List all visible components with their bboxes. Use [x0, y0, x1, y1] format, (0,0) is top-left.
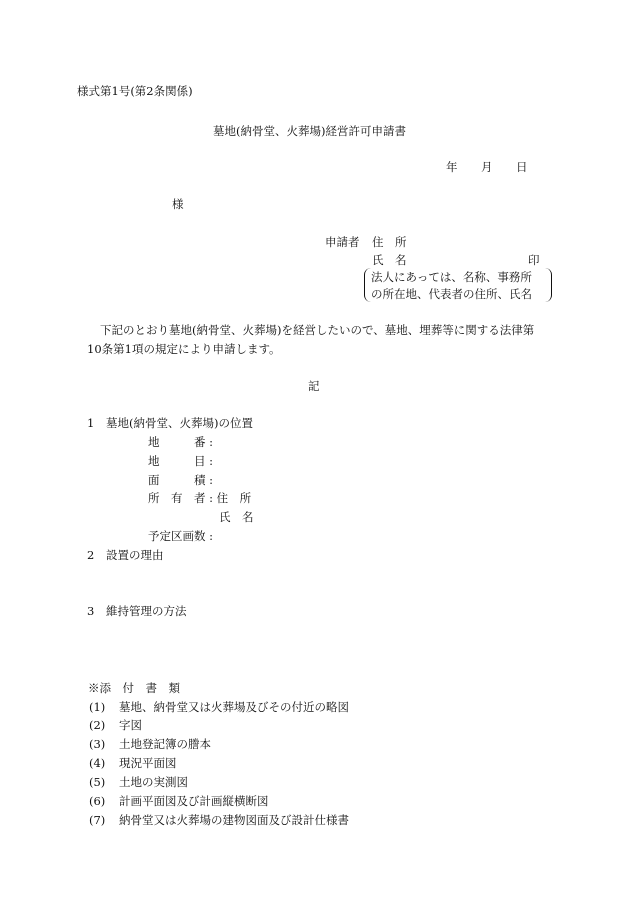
page-title: 墓地(納骨堂、火葬場)経営許可申請書: [213, 124, 406, 138]
attachment-num: (1): [89, 700, 106, 714]
field-chimoku: 地 目 :: [148, 454, 214, 468]
attachment-num: (5): [89, 775, 106, 789]
seal-mark: 印: [528, 253, 540, 267]
field-owner: 所 有 者 : 住 所: [148, 491, 252, 505]
section1-number: 1: [87, 416, 95, 430]
applicant-address-label: 住 所: [372, 235, 407, 249]
date-year: 年: [446, 160, 458, 174]
section3-heading: 維持管理の方法: [106, 604, 187, 618]
attachment-num: (7): [89, 813, 106, 827]
field-plots: 予定区画数 :: [148, 529, 214, 543]
date-month: 月: [481, 160, 493, 174]
field-owner-name: 氏 名: [219, 510, 254, 524]
body-line2: 10条第1項の規定により申請します。: [87, 342, 281, 356]
ki-heading: 記: [308, 379, 320, 393]
attachment-text: 現況平面図: [119, 756, 177, 770]
section3-number: 3: [87, 604, 95, 618]
addressee-honorific: 様: [172, 197, 184, 211]
date-day: 日: [516, 160, 528, 174]
attachments-heading: ※添 付 書 類: [88, 681, 180, 695]
field-menseki: 面 積 :: [148, 473, 214, 487]
corporate-note-line1: 法人にあっては、名称、事務所: [371, 270, 532, 284]
attachment-num: (6): [89, 794, 106, 808]
applicant-label: 申請者: [325, 235, 360, 249]
attachment-num: (2): [89, 718, 106, 732]
section1-heading: 墓地(納骨堂、火葬場)の位置: [106, 416, 253, 430]
attachment-text: 土地登記簿の謄本: [119, 737, 211, 751]
section2-number: 2: [87, 548, 95, 562]
attachment-num: (3): [89, 737, 106, 751]
field-chiban: 地 番 :: [148, 435, 214, 449]
corporate-note-line2: の所在地、代表者の住所、氏名: [371, 287, 532, 301]
attachment-text: 計画平面図及び計画縦横断図: [119, 794, 269, 808]
form-number: 様式第1号(第2条関係): [77, 84, 193, 98]
attachment-text: 土地の実測図: [119, 775, 188, 789]
attachment-text: 字図: [119, 718, 142, 732]
attachment-text: 墓地、納骨堂又は火葬場及びその付近の略図: [119, 700, 349, 714]
attachment-num: (4): [89, 756, 106, 770]
section2-heading: 設置の理由: [106, 548, 164, 562]
applicant-name-label: 氏 名: [372, 253, 407, 267]
attachment-text: 納骨堂又は火葬場の建物図面及び設計仕様書: [119, 813, 349, 827]
body-line1: 下記のとおり墓地(納骨堂、火葬場)を経営したいので、墓地、埋葬等に関する法律第: [100, 323, 535, 337]
